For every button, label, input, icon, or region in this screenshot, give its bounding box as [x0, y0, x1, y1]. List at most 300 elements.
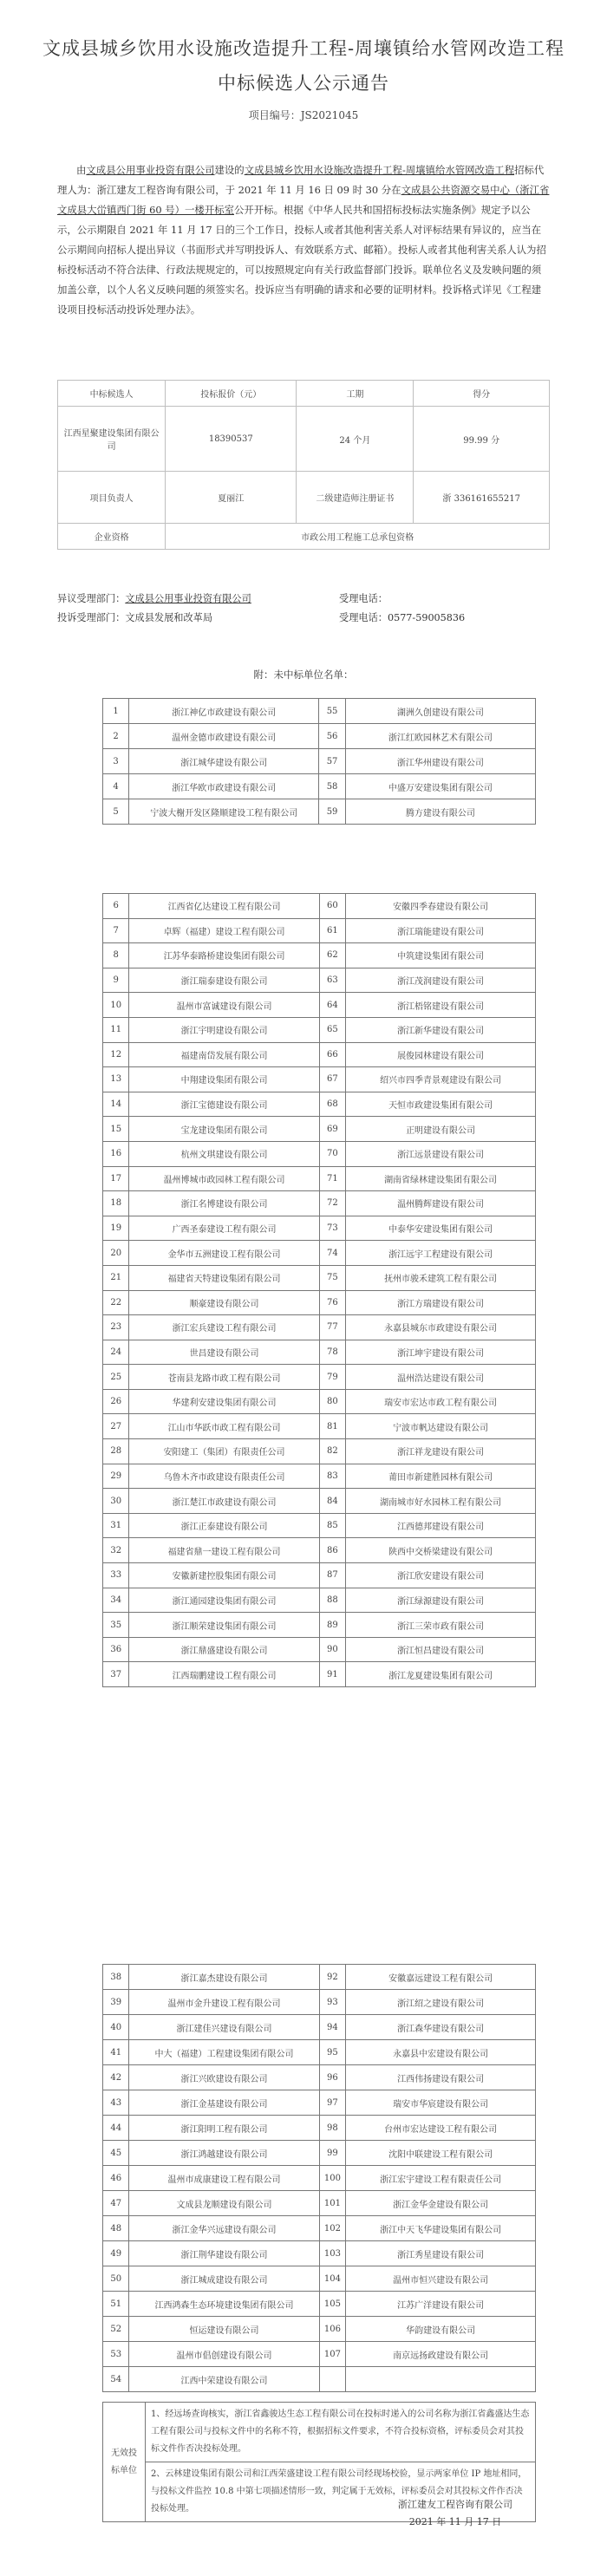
header-price: 投标报价（元） — [166, 381, 297, 407]
table-row — [103, 968, 536, 993]
cert-number: 浙 336161655217 — [414, 472, 550, 524]
row-number: 46 — [103, 2166, 129, 2191]
row-number: 82 — [319, 1439, 345, 1464]
company-name: 安阳建工（集团）有限责任公司 — [129, 1439, 319, 1464]
table-row — [103, 1092, 536, 1117]
company-name: 广西圣泰建设工程有限公司 — [129, 1216, 319, 1241]
row-number: 28 — [103, 1439, 129, 1464]
company-name: 浙江宝德建设有限公司 — [129, 1092, 319, 1117]
row-number: 96 — [319, 2065, 346, 2090]
table-row — [103, 2141, 536, 2166]
table-row — [103, 2342, 536, 2367]
company-name: 浙江欣安建设有限公司 — [346, 1563, 536, 1588]
bid-price: 18390537 — [166, 407, 297, 472]
row-number: 105 — [319, 2292, 346, 2317]
table-row — [103, 1965, 536, 1990]
company-name: 卓辉（福建）建设工程有限公司 — [129, 918, 319, 943]
row-number: 81 — [319, 1414, 345, 1439]
row-number: 23 — [103, 1315, 129, 1340]
table-row — [103, 699, 536, 724]
row-number: 25 — [103, 1365, 129, 1390]
row-number: 47 — [103, 2191, 129, 2216]
row-number: 63 — [319, 968, 345, 993]
header-manager: 项目负责人 — [58, 472, 166, 524]
table-row — [103, 2015, 536, 2040]
company-name: 文成县龙顺建设有限公司 — [129, 2191, 319, 2216]
signature-date: 2021 年 11 月 17 日 — [408, 2516, 502, 2527]
manager-name: 夏丽江 — [166, 472, 297, 524]
unsuccessful-list-block-3 — [102, 1964, 536, 2392]
company-name: 展俊园林建设有限公司 — [346, 1042, 536, 1067]
row-number: 79 — [319, 1365, 345, 1390]
table-row — [103, 943, 536, 968]
row-number: 19 — [103, 1216, 129, 1241]
row-number: 24 — [103, 1340, 129, 1365]
intro-paragraph — [57, 160, 550, 320]
row-number: 14 — [103, 1092, 129, 1117]
company-name: 浙江中天飞华建设集团有限公司 — [346, 2216, 536, 2241]
row-number: 27 — [103, 1414, 129, 1439]
company-name: 温州市成康建设工程有限公司 — [129, 2166, 319, 2191]
company-name: 浙江通园建设集团有限公司 — [129, 1588, 319, 1613]
invalid-bids-label: 无效投标单位 — [103, 2403, 146, 2522]
table-row — [103, 1265, 536, 1290]
company-name: 福建省天特建设集团有限公司 — [129, 1265, 319, 1290]
table-row — [103, 2266, 536, 2292]
row-number: 64 — [319, 993, 345, 1018]
row-number: 57 — [319, 749, 345, 774]
row-number: 69 — [319, 1117, 345, 1142]
row-number: 13 — [103, 1067, 129, 1092]
row-number: 55 — [319, 699, 345, 724]
notice-title-line2: 中标候选人公示通告 — [218, 73, 389, 94]
row-number: 86 — [319, 1538, 345, 1563]
company-name: 世昌建设有限公司 — [129, 1340, 319, 1365]
row-number: 10 — [103, 993, 129, 1018]
row-number: 56 — [319, 724, 345, 749]
header-bidder: 中标候选人 — [58, 381, 166, 407]
block3-body — [103, 1965, 536, 2392]
intro-text-4: 公开开标。根据《中华人民共和国招标投标法实施条例》规定予以公示，公示期限自 2021 年 11 月 17 日的三个工作日，投标人或者其他利害关系人对评标结果有异议的，应当在公示期间向招标人提出异议（书面形式并写明投诉人、有效联系方式、邮箱）。投标人或者其他利害关系人认为招标投标活动不符合法律、行政法规规定的，可以按照规定向有关行政监督部门投诉。联单位名义及发映问题的须加盖公章，以个人名义反映问题的须签实名。投诉应当有明确的请求和必要的证明材料。投诉格式详见《工程建设项目投标活动投诉处理办法》。 — [57, 204, 546, 316]
company-name: 湖南省绿林建设集团有限公司 — [346, 1166, 536, 1191]
table-row — [103, 1513, 536, 1538]
company-name: 莆田市新建胜园林有限公司 — [346, 1464, 536, 1489]
company-name: 浙江远景建设有限公司 — [346, 1141, 536, 1166]
table-row — [103, 1439, 536, 1464]
company-name: 乌鲁木齐市政建设有限责任公司 — [129, 1464, 319, 1489]
row-number: 102 — [319, 2216, 346, 2241]
table-row — [103, 1067, 536, 1092]
company-name: 陕西中交桥梁建设有限公司 — [346, 1538, 536, 1563]
row-number: 2 — [103, 724, 129, 749]
row-number: 45 — [103, 2141, 129, 2166]
project-number: 项目编号：JS2021045 — [248, 109, 359, 121]
company-name: 浙江楚江市政建设有限公司 — [129, 1489, 319, 1514]
winning-bidder-table — [57, 380, 550, 550]
row-number: 43 — [103, 2090, 129, 2116]
intro-text-1: 由 — [76, 164, 87, 176]
company-name: 温州市富诚建设有限公司 — [129, 993, 319, 1018]
row-number: 32 — [103, 1538, 129, 1563]
table-row — [103, 1290, 536, 1315]
header-score: 得分 — [414, 381, 550, 407]
row-number: 17 — [103, 1166, 129, 1191]
table-row — [103, 1588, 536, 1613]
company-name: 浙江华欧市政建设有限公司 — [129, 774, 319, 799]
company-name: 抚州市骏禾建筑工程有限公司 — [346, 1265, 536, 1290]
company-name: 江西瑞鹏建设工程有限公司 — [129, 1662, 319, 1687]
objection-dept-label: 异议受理部门： — [57, 593, 126, 604]
row-number: 54 — [103, 2367, 129, 2392]
objection-dept: 文成县公用事业投资有限公司 — [125, 593, 251, 604]
table-row — [103, 1563, 536, 1588]
row-number: 48 — [103, 2216, 129, 2241]
company-name: 浙江坤宇建设有限公司 — [346, 1340, 536, 1365]
row-number: 42 — [103, 2065, 129, 2090]
row-number: 77 — [319, 1315, 345, 1340]
row-number: 93 — [319, 1990, 346, 2015]
company-name: 浙江建佳兴建设有限公司 — [129, 2015, 319, 2040]
table-row — [103, 1365, 536, 1390]
row-number: 65 — [319, 1017, 345, 1042]
row-number: 11 — [103, 1017, 129, 1042]
row-number: 26 — [103, 1389, 129, 1414]
row-number: 39 — [103, 1990, 129, 2015]
complaint-dept: 文成县发展和改革局 — [125, 612, 213, 623]
company-name: 天恒市政建设集团有限公司 — [346, 1092, 536, 1117]
company-name: 浙江瑞泰建设有限公司 — [129, 968, 319, 993]
company-name: 福建南岱发展有限公司 — [129, 1042, 319, 1067]
row-number — [319, 2367, 346, 2392]
row-number: 35 — [103, 1613, 129, 1638]
row-number: 53 — [103, 2342, 129, 2367]
table-row — [103, 1042, 536, 1067]
company-name: 浙江阳明工程有限公司 — [129, 2116, 319, 2141]
row-number: 60 — [319, 894, 345, 919]
company-name: 宁波大榭开发区隆顺建设工程有限公司 — [129, 799, 319, 825]
company-name: 江西德邦建设有限公司 — [346, 1513, 536, 1538]
table-row — [103, 799, 536, 825]
company-name: 南京远扬政建设有限公司 — [346, 2342, 536, 2367]
row-number: 16 — [103, 1141, 129, 1166]
company-name: 永嘉县中宏建设有限公司 — [346, 2040, 536, 2065]
row-number: 59 — [319, 799, 345, 825]
table-row — [103, 2317, 536, 2342]
row-number: 12 — [103, 1042, 129, 1067]
table-row — [103, 1191, 536, 1216]
company-name: 中筑建设集团有限公司 — [346, 943, 536, 968]
row-number: 107 — [319, 2342, 346, 2367]
company-name: 浙江绍之建设有限公司 — [346, 1990, 536, 2015]
company-name: 中大（福建）工程建设集团有限公司 — [129, 2040, 319, 2065]
qualification: 市政公用工程施工总承包资格 — [166, 524, 550, 550]
company-name: 浙江城华建设有限公司 — [129, 749, 319, 774]
row-number: 3 — [103, 749, 129, 774]
row-number: 70 — [319, 1141, 345, 1166]
company-name: 浙江远宇工程建设有限公司 — [346, 1241, 536, 1266]
row-number: 98 — [319, 2116, 346, 2141]
row-number: 78 — [319, 1340, 345, 1365]
company-name: 浙江三荣市政有限公司 — [346, 1613, 536, 1638]
company-name: 江苏华泰路桥建设集团有限公司 — [129, 943, 319, 968]
company-name: 安徽新建控股集团有限公司 — [129, 1563, 319, 1588]
company-name: 浙江宏兵建设工程有限公司 — [129, 1315, 319, 1340]
table-row — [103, 749, 536, 774]
row-number: 5 — [103, 799, 129, 825]
company-name: 温州浩达建设有限公司 — [346, 1365, 536, 1390]
company-name: 顺豪建设有限公司 — [129, 1290, 319, 1315]
company-name: 湖洲久创建设有限公司 — [345, 699, 535, 724]
table-row — [103, 993, 536, 1018]
company-name: 浙江荆华建设有限公司 — [129, 2241, 319, 2266]
company-name: 绍兴市四季青景观建设有限公司 — [346, 1067, 536, 1092]
company-name: 浙江祥龙建设有限公司 — [346, 1439, 536, 1464]
company-name: 宁波市帆达建设有限公司 — [346, 1414, 536, 1439]
unsuccessful-list-block-2 — [102, 893, 536, 1687]
company-name: 永嘉县城东市政建设有限公司 — [346, 1315, 536, 1340]
company-name: 湖南城市好水园林工程有限公司 — [346, 1489, 536, 1514]
row-number: 90 — [319, 1637, 345, 1662]
company-name: 安徽嘉远建设工程有限公司 — [346, 1965, 536, 1990]
table-row — [103, 2040, 536, 2065]
company-name: 瑞安市华宸建设有限公司 — [346, 2090, 536, 2116]
company-name: 浙江鼎盛建设有限公司 — [129, 1637, 319, 1662]
table-row — [103, 1166, 536, 1191]
header-qualification: 企业资格 — [58, 524, 166, 550]
row-number: 51 — [103, 2292, 129, 2317]
row-number: 33 — [103, 1563, 129, 1588]
company-name: 沈阳中联建设工程有限公司 — [346, 2141, 536, 2166]
row-number: 62 — [319, 943, 345, 968]
row-number: 84 — [319, 1489, 345, 1514]
row-number: 34 — [103, 1588, 129, 1613]
company-name: 江苏广洋建设有限公司 — [346, 2292, 536, 2317]
company-name: 金华市五洲建设工程有限公司 — [129, 1241, 319, 1266]
row-number: 20 — [103, 1241, 129, 1266]
company-name: 温州市金升建设工程有限公司 — [129, 1990, 319, 2015]
company-name: 腾方建设有限公司 — [345, 799, 535, 825]
company-name: 江西省亿达建设工程有限公司 — [129, 894, 319, 919]
company-name: 浙江华州建设有限公司 — [345, 749, 535, 774]
company-name: 浙江龙夏建设集团有限公司 — [346, 1662, 536, 1687]
company-name: 宝龙建设集团有限公司 — [129, 1117, 319, 1142]
row-number: 30 — [103, 1489, 129, 1514]
row-number: 85 — [319, 1513, 345, 1538]
row-number: 58 — [319, 774, 345, 799]
company-name: 浙江鸿越建设有限公司 — [129, 2141, 319, 2166]
row-number: 100 — [319, 2166, 346, 2191]
company-name: 瑞安市宏达市政工程有限公司 — [346, 1389, 536, 1414]
table-row — [103, 1017, 536, 1042]
company-name: 浙江名博建设有限公司 — [129, 1191, 319, 1216]
unsuccessful-list-block-1 — [102, 698, 536, 825]
table-row — [103, 2116, 536, 2141]
row-number: 80 — [319, 1389, 345, 1414]
table-row — [103, 1538, 536, 1563]
row-number: 9 — [103, 968, 129, 993]
table-row — [103, 1662, 536, 1687]
table-row — [103, 1315, 536, 1340]
company-name: 浙江正泰建设有限公司 — [129, 1513, 319, 1538]
complaint-phone-label: 受理电话： — [339, 612, 388, 623]
company-name: 苍南县龙路市政工程有限公司 — [129, 1365, 319, 1390]
table-row — [103, 2367, 536, 2392]
company-name: 浙江城成建设有限公司 — [129, 2266, 319, 2292]
row-number: 61 — [319, 918, 345, 943]
row-number: 52 — [103, 2317, 129, 2342]
block2-body — [103, 894, 536, 1687]
row-number: 66 — [319, 1042, 345, 1067]
bidder-name: 江西星聚建设集团有限公司 — [58, 407, 166, 472]
complaint-phone: 0577-59005836 — [387, 612, 466, 623]
company-name: 江西鸿森生态环境建设集团有限公司 — [129, 2292, 319, 2317]
row-number: 106 — [319, 2317, 346, 2342]
row-number: 76 — [319, 1290, 345, 1315]
row-number: 71 — [319, 1166, 345, 1191]
company-name: 华建利安建设集团有限公司 — [129, 1389, 319, 1414]
table-row — [103, 2090, 536, 2116]
company-name: 浙江宇明建设有限公司 — [129, 1017, 319, 1042]
table-row — [103, 1414, 536, 1439]
company-name: 浙江梧铭建设有限公司 — [346, 993, 536, 1018]
company-name: 浙江森华建设有限公司 — [346, 2015, 536, 2040]
company-name: 正明建设有限公司 — [346, 1117, 536, 1142]
company-name: 浙江秀星建设有限公司 — [346, 2241, 536, 2266]
company-name: 浙江绿源建设有限公司 — [346, 1588, 536, 1613]
complaint-dept-label: 投诉受理部门： — [57, 612, 126, 623]
table-row — [103, 1241, 536, 1266]
table-row — [103, 894, 536, 919]
notice-title-line1: 文成县城乡饮用水设施改造提升工程-周壤镇给水管网改造工程 — [42, 38, 565, 59]
company-name: 恒运建设有限公司 — [129, 2317, 319, 2342]
company-name: 台州市宏达建设工程有限公司 — [346, 2116, 536, 2141]
row-number: 104 — [319, 2266, 346, 2292]
row-number: 88 — [319, 1588, 345, 1613]
table-row — [103, 1340, 536, 1365]
row-number: 91 — [319, 1662, 345, 1687]
table-row — [103, 2241, 536, 2266]
company-name: 浙江金华兴远建设有限公司 — [129, 2216, 319, 2241]
row-number: 95 — [319, 2040, 346, 2065]
row-number: 72 — [319, 1191, 345, 1216]
company-name: 中泰华安建设集团有限公司 — [346, 1216, 536, 1241]
table-row — [103, 2216, 536, 2241]
company-name: 温州市恒兴建设有限公司 — [346, 2266, 536, 2292]
company-name: 福建省鼎一建设工程有限公司 — [129, 1538, 319, 1563]
row-number: 73 — [319, 1216, 345, 1241]
company-name: 江西中荣建设有限公司 — [129, 2367, 319, 2392]
company-name: 浙江茂润建设有限公司 — [346, 968, 536, 993]
company-name: 浙江神亿市政建设有限公司 — [129, 699, 319, 724]
table-row — [103, 1613, 536, 1638]
table-row — [103, 2166, 536, 2191]
row-number: 7 — [103, 918, 129, 943]
row-number: 18 — [103, 1191, 129, 1216]
cert-label: 二级建造师注册证书 — [297, 472, 414, 524]
row-number: 22 — [103, 1290, 129, 1315]
company-name: 温州市倡创建设有限公司 — [129, 2342, 319, 2367]
row-number: 50 — [103, 2266, 129, 2292]
company-name: 温州博城市政园林工程有限公司 — [129, 1166, 319, 1191]
project-name: 文成县城乡饮用水设施改造提升工程-周壤镇给水管网改造工程 — [244, 164, 515, 176]
row-number: 37 — [103, 1662, 129, 1687]
company-name: 浙江宏宇建设工程有限责任公司 — [346, 2166, 536, 2191]
row-number: 40 — [103, 2015, 129, 2040]
row-number: 44 — [103, 2116, 129, 2141]
company-name: 浙江瑞能建设有限公司 — [346, 918, 536, 943]
objection-phone-label: 受理电话： — [339, 593, 388, 604]
table-row — [103, 2065, 536, 2090]
table-row — [103, 1464, 536, 1489]
company-name: 中翔建设集团有限公司 — [129, 1067, 319, 1092]
row-number: 49 — [103, 2241, 129, 2266]
row-number: 41 — [103, 2040, 129, 2065]
table-row — [103, 1216, 536, 1241]
row-number: 74 — [319, 1241, 345, 1266]
company-name: 浙江方瑞建设有限公司 — [346, 1290, 536, 1315]
venue: 文成县公共资源交易中心（浙江省文成县大峃镇西门街 60 号）一楼开标室 — [57, 184, 550, 216]
company-name: 江西伟扬建设有限公司 — [346, 2065, 536, 2090]
intro-text-2: 建设的 — [214, 164, 245, 176]
row-number: 8 — [103, 943, 129, 968]
intro-text-3: 招标代理人为：浙江建友工程咨询有限公司，于 2021 年 11 月 16 日 09 时 30 分在 — [57, 164, 545, 196]
row-number: 68 — [319, 1092, 345, 1117]
table-row — [103, 1990, 536, 2015]
table-row — [103, 1637, 536, 1662]
row-number: 75 — [319, 1265, 345, 1290]
table-row — [103, 1117, 536, 1142]
table-row — [103, 2191, 536, 2216]
block1-body — [103, 699, 536, 825]
company-name: 浙江红欧园林艺术有限公司 — [345, 724, 535, 749]
company-name: 浙江恒昌建设有限公司 — [346, 1637, 536, 1662]
company-name: 温州腾辉建设有限公司 — [346, 1191, 536, 1216]
row-number: 103 — [319, 2241, 346, 2266]
company-name: 浙江兴欧建设有限公司 — [129, 2065, 319, 2090]
row-number: 83 — [319, 1464, 345, 1489]
row-number: 31 — [103, 1513, 129, 1538]
company-name: 华韵建设有限公司 — [346, 2317, 536, 2342]
company-name: 浙江金华金建设有限公司 — [346, 2191, 536, 2216]
company-name — [346, 2367, 536, 2392]
bid-score: 99.99 分 — [414, 407, 550, 472]
table-row — [103, 774, 536, 799]
company-name: 中盛万安建设集团有限公司 — [345, 774, 535, 799]
company-name: 浙江嘉杰建设有限公司 — [129, 1965, 319, 1990]
table-row — [103, 918, 536, 943]
bid-period: 24 个月 — [297, 407, 414, 472]
company-name: 江山市华跃市政工程有限公司 — [129, 1414, 319, 1439]
company-name: 安徽四季春建设有限公司 — [346, 894, 536, 919]
row-number: 97 — [319, 2090, 346, 2116]
row-number: 67 — [319, 1067, 345, 1092]
contacts-section — [57, 590, 560, 628]
company-name: 浙江金基建设有限公司 — [129, 2090, 319, 2116]
company-name: 杭州文琪建设有限公司 — [129, 1141, 319, 1166]
signature-company: 浙江建友工程咨询有限公司 — [398, 2499, 512, 2510]
row-number: 29 — [103, 1464, 129, 1489]
row-number: 21 — [103, 1265, 129, 1290]
row-number: 4 — [103, 774, 129, 799]
invalid-note-1: 1、经远场查询核实，浙江省鑫骏达生态工程有限公司在投标时递入的公司名称为浙江省鑫盛达生态工程有限公司与投标文件中的名称不符，根据招标文件要求，不符合投标资格，评标委员会对其投标文件作否决投标处理。 — [146, 2403, 536, 2462]
company-name: 浙江顺荣建设集团有限公司 — [129, 1613, 319, 1638]
invalid-note-2: 2、云林建设集团有限公司和江西荣盛建设工程有限公司经现场校验，显示两家单位 IP 地址相同，与投标文件监控 10.8 中第七项描述情形一致，判定属于无效标，评标委员会对其投标文件作否决投标处理。 — [146, 2462, 536, 2522]
annex-title: 附：未中标单位名单： — [253, 668, 354, 681]
owner-name: 文成县公用事业投资有限公司 — [86, 164, 215, 176]
table-row — [103, 724, 536, 749]
row-number: 94 — [319, 2015, 346, 2040]
row-number: 15 — [103, 1117, 129, 1142]
